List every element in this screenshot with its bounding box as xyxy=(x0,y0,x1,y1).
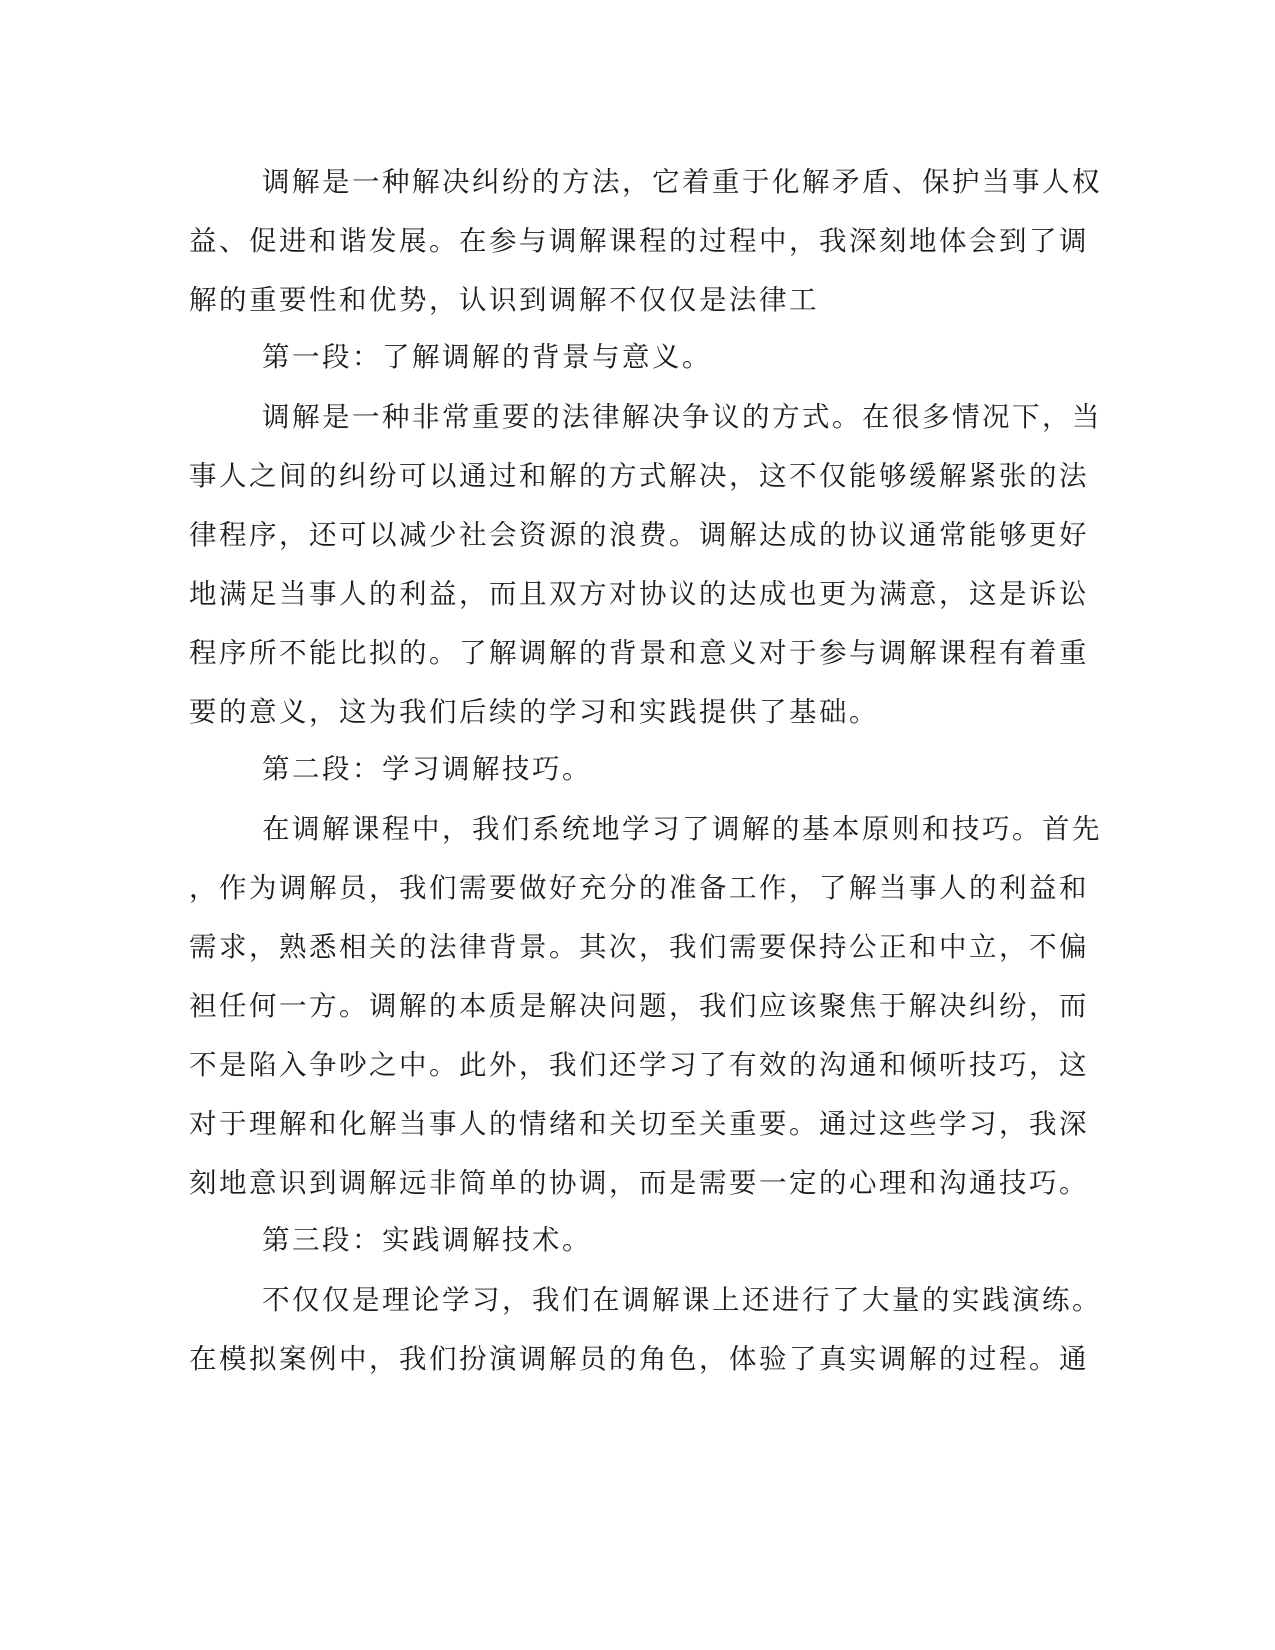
section-2-line-4: 袒任何一方。调解的本质是解决问题，我们应该聚焦于解决纠纷，而 xyxy=(189,990,1089,1022)
section-2-line-7: 刻地意识到调解远非简单的协调，而是需要一定的心理和沟通技巧。 xyxy=(189,1167,1089,1199)
section-1-line-3: 律程序，还可以减少社会资源的浪费。调解达成的协议通常能够更好 xyxy=(189,519,1089,551)
section-1-line-1: 调解是一种非常重要的法律解决争议的方式。在很多情况下，当 xyxy=(262,401,1102,433)
section-2-line-1: 在调解课程中，我们系统地学习了调解的基本原则和技巧。首先 xyxy=(262,813,1102,845)
intro-line-2: 益、促进和谐发展。在参与调解课程的过程中，我深刻地体会到了调 xyxy=(189,225,1089,257)
section-2-line-3: 需求，熟悉相关的法律背景。其次，我们需要保持公正和中立，不偏 xyxy=(189,931,1089,963)
section-1-line-2: 事人之间的纠纷可以通过和解的方式解决，这不仅能够缓解紧张的法 xyxy=(189,460,1089,492)
section-1-line-5: 程序所不能比拟的。了解调解的背景和意义对于参与调解课程有着重 xyxy=(189,637,1089,669)
section-3-line-2: 在模拟案例中，我们扮演调解员的角色，体验了真实调解的过程。通 xyxy=(189,1343,1089,1375)
section-3-line-1: 不仅仅是理论学习，我们在调解课上还进行了大量的实践演练。 xyxy=(262,1284,1102,1316)
section-heading-2: 第二段：学习调解技巧。 xyxy=(262,753,592,785)
section-heading-1: 第一段：了解调解的背景与意义。 xyxy=(262,341,712,373)
section-heading-3: 第三段：实践调解技术。 xyxy=(262,1224,592,1256)
intro-line-3: 解的重要性和优势，认识到调解不仅仅是法律工 xyxy=(189,284,819,316)
section-1-line-6: 要的意义，这为我们后续的学习和实践提供了基础。 xyxy=(189,696,879,728)
section-2-line-6: 对于理解和化解当事人的情绪和关切至关重要。通过这些学习，我深 xyxy=(189,1108,1089,1140)
intro-line-1: 调解是一种解决纠纷的方法，它着重于化解矛盾、保护当事人权 xyxy=(262,166,1102,198)
section-2-line-5: 不是陷入争吵之中。此外，我们还学习了有效的沟通和倾听技巧，这 xyxy=(189,1049,1089,1081)
section-1-line-4: 地满足当事人的利益，而且双方对协议的达成也更为满意，这是诉讼 xyxy=(189,578,1089,610)
section-2-line-2: ，作为调解员，我们需要做好充分的准备工作，了解当事人的利益和 xyxy=(189,872,1089,904)
